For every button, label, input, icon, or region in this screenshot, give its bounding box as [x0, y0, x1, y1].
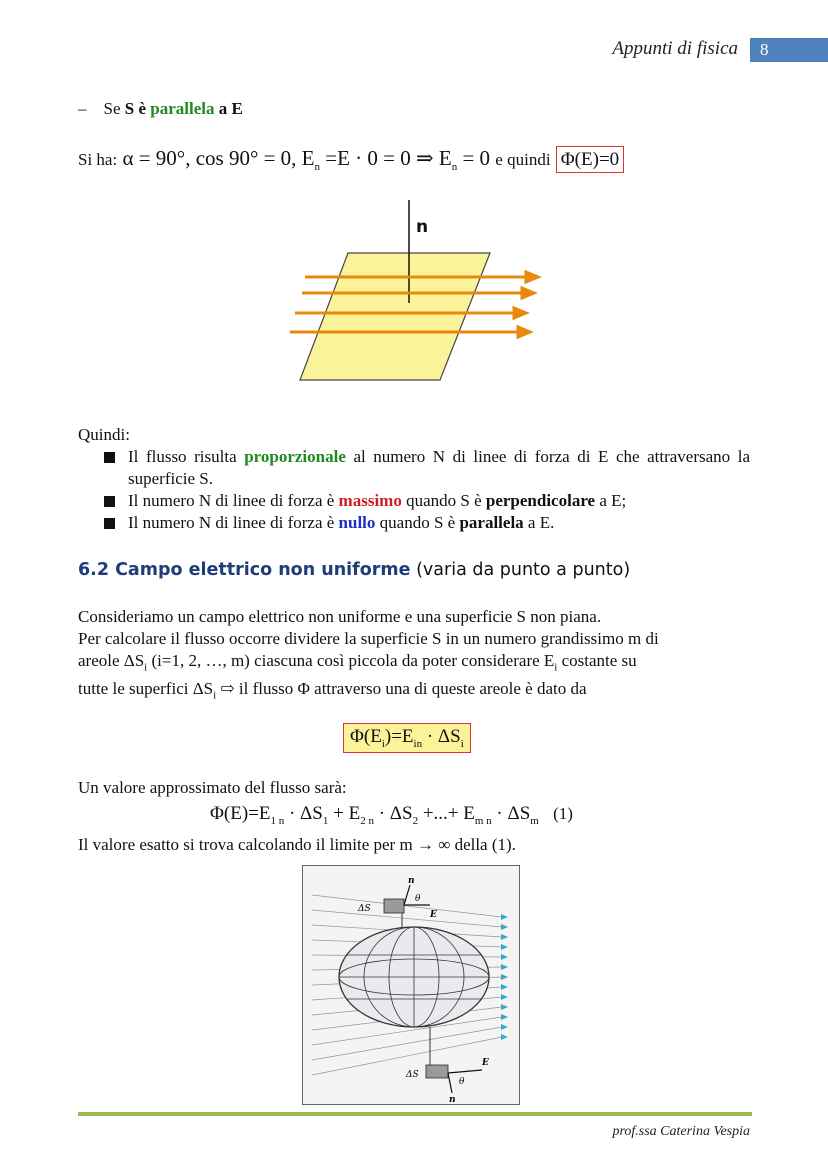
case-prefix: Se — [103, 99, 121, 118]
boxed-flux-element: $\Phi(E_i)=E_{in} \cdot \Delta S_i$ — [343, 723, 471, 753]
figure-parallel-plane — [280, 195, 550, 385]
b3-bold: nullo — [338, 513, 376, 532]
theta-label-top: θ — [415, 894, 421, 904]
ds-label-bottom: ΔS — [406, 1070, 419, 1080]
formula-sub-n1: n — [314, 161, 321, 174]
case-parallela: parallela — [150, 99, 215, 118]
para-line-3: areole $\Delta S_i$ (i=1, 2, …, m) ciascuna così piccola da poter considerare $E_i$ costante su — [78, 651, 637, 674]
si-ha: Si ha: — [78, 150, 118, 169]
e-quindi: e quindi — [495, 150, 551, 169]
bullet-2 — [104, 490, 750, 512]
boxed-flux-zero: Φ(E)=0 — [556, 146, 624, 173]
b1-pre: Il flusso risulta — [128, 447, 237, 466]
equation-number: (1) — [553, 804, 573, 823]
section-heading — [78, 560, 630, 580]
b2-mid: quando S è — [406, 491, 482, 510]
figure-sphere-flux — [302, 865, 520, 1105]
b2-bold2: perpendicolare — [485, 491, 596, 510]
e-label-top: E — [430, 910, 437, 920]
b1-post: al numero N di linee di forza di E che attraversano la superficie S. — [128, 447, 751, 488]
bullet-3 — [104, 512, 750, 534]
b2-post: a E; — [599, 491, 627, 510]
plane-surface — [300, 253, 490, 380]
area-element-top — [384, 899, 404, 913]
footer-divider — [78, 1112, 752, 1116]
b1-bold: proporzionale — [244, 447, 346, 466]
b3-pre: Il numero N di linee di forza è — [128, 513, 335, 532]
bullet-square — [104, 518, 115, 529]
header-title: Appunti di fisica — [612, 38, 738, 59]
b3-post: a E. — [527, 513, 555, 532]
para-line-2: Per calcolare il flusso occorre dividere la superficie S in un numero grandissimo m di — [78, 629, 659, 648]
dash: – — [78, 99, 87, 118]
n-label-bottom: n — [449, 1095, 456, 1105]
approx-formula: $\Phi(E)=E_{1 n} \cdot \Delta S_1 + E_{2 n} \cdot \Delta S_2$ +...+ $E_{m n} \cdot \Delta S_m$ (1) — [210, 803, 573, 827]
approx-intro: Un valore approssimato del flusso sarà: — [78, 778, 347, 797]
footer-author: prof.ssa Caterina Vespia — [612, 1124, 750, 1139]
section-subtitle: (varia da punto a punto) — [416, 560, 631, 580]
n-label-top: n — [408, 876, 415, 886]
e-label-bottom: E — [482, 1058, 489, 1068]
formula-end: = 0 — [457, 146, 491, 170]
closed-surface — [339, 927, 489, 1027]
formula-alpha: α = 90°, cos 90° = 0, E — [122, 146, 315, 170]
b2-bold: massimo — [338, 491, 402, 510]
formula-sub-n2: n — [451, 161, 458, 174]
bullet-square — [104, 452, 115, 463]
paragraph-non-uniform — [78, 606, 750, 707]
case-line — [78, 98, 243, 120]
page-number: 8 — [750, 38, 828, 62]
formula-parallel — [78, 146, 624, 173]
quindi-label: Quindi: — [78, 425, 130, 444]
para-line-1: Consideriamo un campo elettrico non uniforme e una superficie S non piana. — [78, 607, 602, 626]
bullet-1 — [104, 446, 750, 490]
bullet-square — [104, 496, 115, 507]
theta-label-bottom: θ — [459, 1077, 465, 1087]
ds-label-top: ΔS — [358, 904, 371, 914]
b2-pre: Il numero N di linee di forza è — [128, 491, 335, 510]
area-element-bottom — [426, 1065, 448, 1078]
normal-label: n — [416, 217, 429, 237]
bullet-list — [104, 446, 750, 534]
case-s-is: S è — [124, 99, 146, 118]
case-a-e: a E — [218, 99, 243, 118]
para-line-4: tutte le superfici $\Delta S_i$ ⇨ il flusso Φ attraverso una di queste areole è dato da — [78, 679, 587, 702]
b3-mid: quando S è — [379, 513, 456, 532]
exact-value-line: Il valore esatto si trova calcolando il limite per m → ∞ della (1). — [78, 835, 516, 854]
section-number-title: 6.2 Campo elettrico non uniforme — [78, 560, 411, 580]
b3-bold2: parallela — [459, 513, 524, 532]
formula-mid: =E · 0 = 0 ⇒ E — [320, 146, 452, 170]
